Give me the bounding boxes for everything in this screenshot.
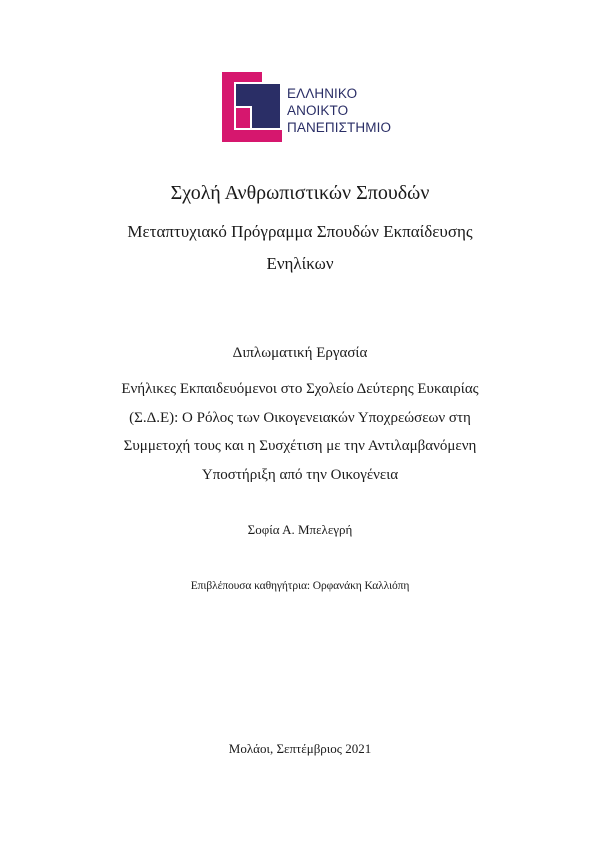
thesis-type: Διπλωματική Εργασία	[232, 345, 368, 361]
author-name: Σοφία Α. Μπελεγρή	[247, 522, 353, 537]
university-name-line-2: ΑΝΟΙΚΤΟ	[287, 103, 349, 118]
program-name-line-1: Μεταπτυχιακό Πρόγραμμα Σπουδών Εκπαίδευσης	[127, 222, 473, 241]
supervisor: Επιβλέπουσα καθηγήτρια: Ορφανάκη Καλλιόπη	[190, 580, 410, 592]
thesis-title-line-3: Συμμετοχή τους και η Συσχέτιση με την Αντιλαμβανόμενη	[123, 438, 477, 454]
thesis-title-line-4: Υποστήριξη από την Οικογένεια	[201, 467, 399, 483]
university-name	[287, 85, 391, 136]
thesis-title-line-2: (Σ.Δ.Ε): Ο Ρόλος των Οικογενειακών Υποχρεώσεων στη	[129, 410, 471, 426]
place-and-date: Μολάοι, Σεπτέμβριος 2021	[228, 741, 372, 756]
university-name-line-3: ΠΑΝΕΠΙΣΤΗΜΙΟ	[287, 120, 392, 135]
university-name-line-1: ΕΛΛΗΝΙΚΟ	[287, 86, 358, 101]
school-name: Σχολή Ανθρωπιστικών Σπουδών	[170, 182, 430, 204]
thesis-title-line-1: Ενήλικες Εκπαιδευόμενοι στο Σχολείο Δεύτερης Ευκαιρίας	[121, 381, 479, 397]
program-name-line-2: Ενηλίκων	[266, 254, 334, 273]
